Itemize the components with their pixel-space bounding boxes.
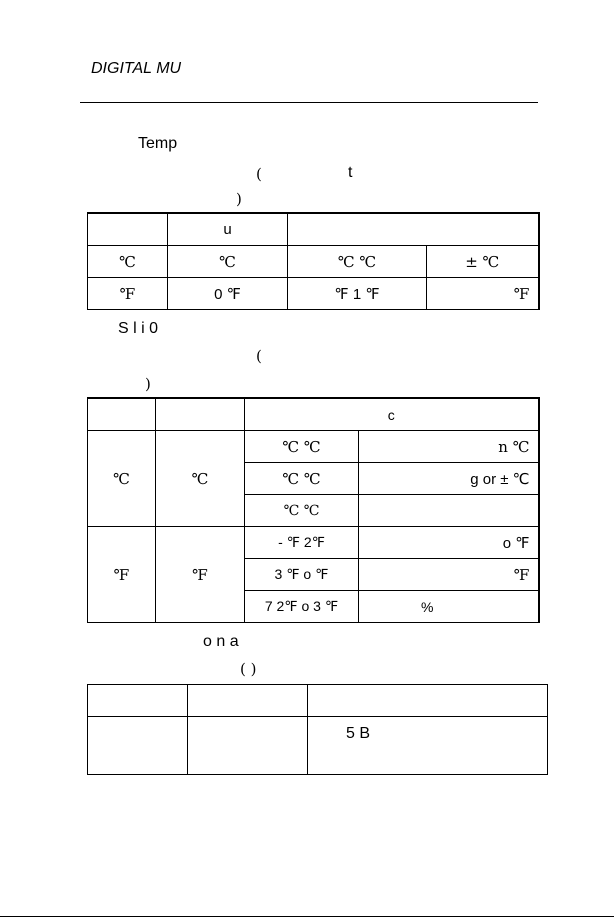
table2-group-f-col1: ℉ <box>88 527 156 623</box>
section2-bracket-open: ( <box>256 347 262 365</box>
table1-cell: ℃ ℃ <box>288 246 427 278</box>
section1-bracket-close: ) <box>236 190 242 208</box>
section1-heading: Temp <box>138 135 178 152</box>
table2-cell: ℃ ℃ <box>245 431 359 463</box>
section2-heading: S l i 0 <box>118 320 159 337</box>
table2-cell: ℉ <box>359 559 539 591</box>
table-row <box>88 398 539 431</box>
table3-header-cell <box>88 685 188 717</box>
table2-cell: o ℉ <box>359 527 539 559</box>
section3-heading: o n a <box>203 633 239 650</box>
table1-cell: ℉ <box>427 278 539 310</box>
table1-cell: ℉ 1 ℉ <box>288 278 427 310</box>
table2-header-cell <box>88 398 156 431</box>
table2-cell: 3 ℉ o ℉ <box>245 559 359 591</box>
table2-cell: ℃ ℃ <box>245 463 359 495</box>
table2-cell: g or ± ℃ <box>359 463 539 495</box>
table1-cell: 0 ℉ <box>168 278 288 310</box>
footer-rule <box>0 916 614 917</box>
table2-cell: ℃ ℃ <box>245 495 359 527</box>
header-rule <box>80 102 538 103</box>
table1-cell: ℃ <box>88 246 168 278</box>
table2-header-cell <box>156 398 245 431</box>
table2-header-cell: c <box>245 398 539 431</box>
table-row <box>88 717 548 775</box>
table2-group-c-col2: ℃ <box>156 431 245 527</box>
table1-header-cell <box>88 213 168 246</box>
table-row <box>88 527 539 559</box>
table3-cell <box>88 717 188 775</box>
table1-header-cell: u <box>168 213 288 246</box>
table1-cell: ℉ <box>88 278 168 310</box>
table2-group-c-col1: ℃ <box>88 431 156 527</box>
table-row <box>88 685 548 717</box>
table1-header-cell <box>288 213 539 246</box>
table3-cell: 5 B <box>308 717 548 775</box>
section1-bracket-open: ( <box>256 165 262 183</box>
table-1 <box>87 212 540 310</box>
table2-cell: % <box>359 591 539 623</box>
table2-group-f-col2: ℉ <box>156 527 245 623</box>
table-row <box>88 246 539 278</box>
page-header-title: DIGITAL MU <box>91 60 182 77</box>
table-row <box>88 431 539 463</box>
section1-line1-text: t <box>348 164 353 181</box>
section3-brackets: ( ) <box>240 660 257 678</box>
table2-cell: - ℉ 2℉ <box>245 527 359 559</box>
table3-cell <box>188 717 308 775</box>
table2-cell: 7 2℉ o 3 ℉ <box>245 591 359 623</box>
table2-cell: n ℃ <box>359 431 539 463</box>
table-row <box>88 213 539 246</box>
table3-header-cell <box>308 685 548 717</box>
table1-cell: ± ℃ <box>427 246 539 278</box>
table2-cell <box>359 495 539 527</box>
table3-header-cell <box>188 685 308 717</box>
section2-bracket-close: ) <box>145 375 151 393</box>
table-3 <box>87 684 548 775</box>
table1-cell: ℃ <box>168 246 288 278</box>
table-row <box>88 278 539 310</box>
table-2 <box>87 397 540 623</box>
